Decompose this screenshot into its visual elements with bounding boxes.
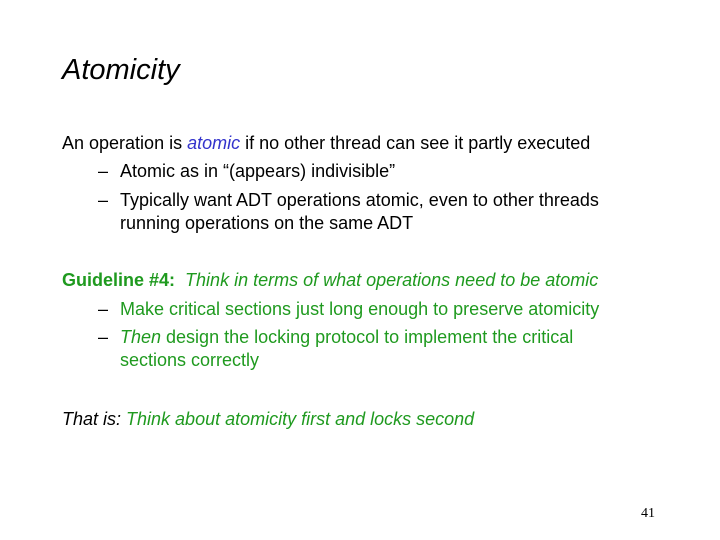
- summary: [62, 408, 474, 430]
- bullet-locking-line2: sections correctly: [120, 350, 260, 370]
- bullet-locking-line1: [120, 326, 573, 348]
- slide-title: Atomicity: [62, 54, 180, 86]
- bullet-dash: –: [98, 190, 109, 210]
- definition-rest: if no other thread can see it partly executed: [240, 133, 591, 153]
- bullet-dash: –: [98, 299, 109, 319]
- atomic-definition: [62, 132, 590, 154]
- summary-label: That is:: [62, 409, 122, 429]
- bullet-indivisible: Atomic as in “(appears) indivisible”: [120, 161, 396, 181]
- bullet-critical-sections: Make critical sections just long enough to preserve atomicity: [120, 299, 600, 319]
- guideline-heading: [62, 269, 598, 291]
- bullet-dash: –: [98, 161, 109, 181]
- bullet-adt-line2: running operations on the same ADT: [120, 213, 414, 233]
- then-word: Then: [120, 327, 162, 347]
- page-number: 41: [641, 506, 655, 521]
- guideline-text: Think in terms of what operations need to be atomic: [185, 270, 599, 290]
- guideline-label: Guideline #4:: [62, 270, 176, 290]
- summary-text: Think about atomicity first and locks second: [126, 409, 475, 429]
- locking-rest: design the locking protocol to implement the critical: [161, 327, 574, 347]
- atomic-term: atomic: [187, 133, 241, 153]
- bullet-dash: –: [98, 327, 109, 347]
- bullet-adt-line1: Typically want ADT operations atomic, even to other threads: [120, 190, 599, 210]
- definition-lead: An operation is: [62, 133, 188, 153]
